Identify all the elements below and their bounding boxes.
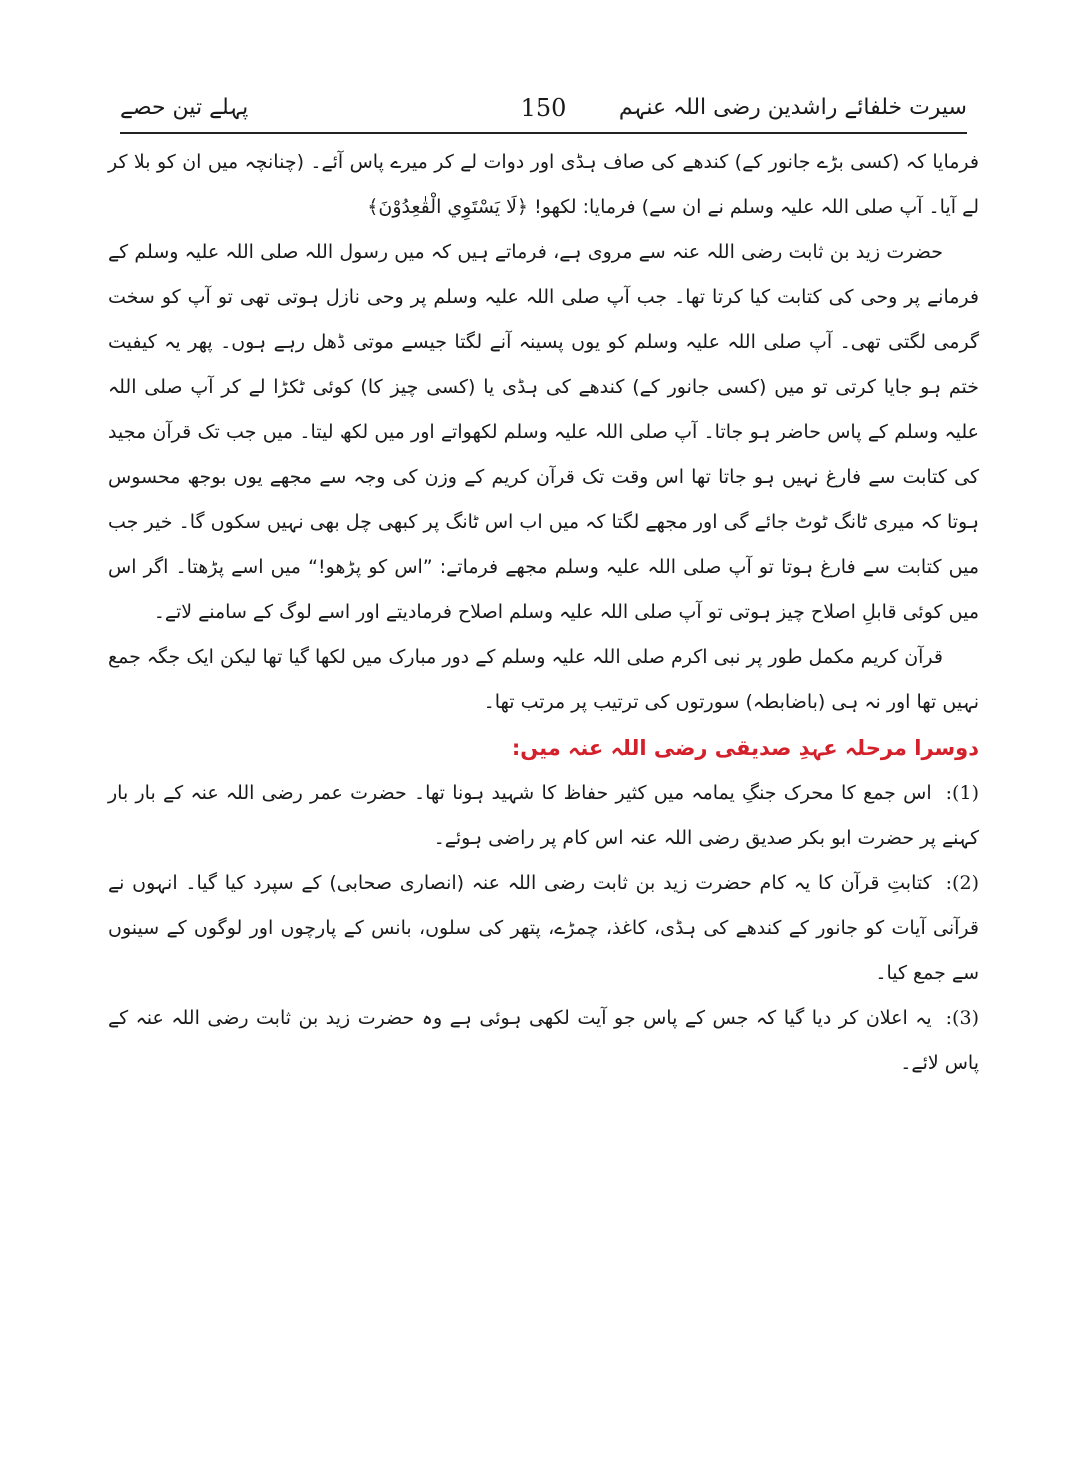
list-item-1 bbox=[108, 771, 979, 861]
book-title: سیرت خلفائے راشدین رضی اللہ عنہم bbox=[618, 95, 967, 120]
page-number: 150 bbox=[520, 94, 567, 122]
paragraph-3: قرآن کریم مکمل طور پر نبی اکرم صلی اللہ علیہ وسلم کے دور مبارک میں لکھا گیا تھا لیکن ایک جگہ جمع نہیں تھا اور نہ ہی (باضابطہ) سورتوں کی ترتیب پر مرتب تھا۔ bbox=[108, 646, 979, 713]
list-item-number: (2): bbox=[945, 872, 979, 894]
page-body bbox=[108, 140, 979, 1086]
list-item-number: (3): bbox=[945, 1007, 979, 1029]
page-header bbox=[120, 88, 967, 134]
list-item-text: کتابتِ قرآن کا یہ کام حضرت زید بن ثابت رضی اللہ عنہ (انصاری صحابی) کے سپرد کیا گیا۔ انہوں نے قرآنی آیات کو جانور کے کندھے کی ہڈی، کاغذ، چمڑے، پتھر کی سلوں، بانس کے پارچوں اور لوگوں کے سینوں سے جمع کیا۔ bbox=[108, 872, 979, 984]
paragraph-2: حضرت زید بن ثابت رضی اللہ عنہ سے مروی ہے، فرماتے ہیں کہ میں رسول اللہ صلی اللہ علیہ وسلم کے فرمانے پر وحی کی کتابت کیا کرتا تھا۔ جب آپ صلی اللہ علیہ وسلم پر وحی نازل ہوتی تھی تو آپ کو سخت گرمی لگتی تھی۔ آپ صلی اللہ علیہ وسلم کو یوں پسینہ آنے لگتا جیسے موتی ڈھل رہے ہوں۔ پھر یہ کیفیت ختم ہو جایا کرتی تو میں (کسی جانور کے) کندھے کی ہڈی یا (کسی چیز کا) کوئی ٹکڑا لے کر آپ صلی اللہ علیہ وسلم کے پاس حاضر ہو جاتا۔ آپ صلی اللہ علیہ وسلم لکھواتے اور میں لکھ لیتا۔ میں جب تک قرآن مجید کی کتابت سے فارغ نہیں ہو جاتا تھا اس وقت تک قرآن کریم کے وزن کی وجہ سے مجھے یوں بوجھ محسوس ہوتا کہ میری ٹانگ ٹوٹ جائے گی اور مجھے لگتا کہ میں اب اس ٹانگ پر کبھی چل بھی نہیں سکوں گا۔ خیر جب میں کتابت سے فارغ ہوتا تو آپ صلی اللہ علیہ وسلم مجھے فرماتے: ”اس کو پڑھو!“ میں اسے پڑھتا۔ اگر اس میں کوئی قابلِ اصلاح چیز ہوتی تو آپ صلی اللہ علیہ وسلم اصلاح فرمادیتے اور اسے لوگ کے سامنے لاتے۔ bbox=[108, 241, 979, 623]
list-item-3 bbox=[108, 996, 979, 1086]
paragraph-1: فرمایا کہ (کسی بڑے جانور کے) کندھے کی صاف ہڈی اور دوات لے کر میرے پاس آئے۔ (چنانچہ میں ان کو بلا کر لے آیا۔ آپ صلی اللہ علیہ وسلم نے ان سے) فرمایا: لکھو! ﴿لَا يَسْتَوِي الْقٰعِدُوْنَ﴾ bbox=[108, 151, 979, 218]
list-item-text: یہ اعلان کر دیا گیا کہ جس کے پاس جو آیت لکھی ہوئی ہے وہ حضرت زید بن ثابت رضی اللہ عنہ کے پاس لائے۔ bbox=[108, 1007, 979, 1074]
section-label: پہلے تین حصے bbox=[120, 95, 249, 120]
list-item-2 bbox=[108, 861, 979, 996]
list-item-number: (1): bbox=[945, 782, 979, 804]
section-heading: دوسرا مرحلہ عہدِ صدیقی رضی اللہ عنہ میں: bbox=[511, 736, 979, 760]
list-item-text: اس جمع کا محرک جنگِ یمامہ میں کثیر حفاظ کا شہید ہونا تھا۔ حضرت عمر رضی اللہ عنہ کے بار بار کہنے پر حضرت ابو بکر صدیق رضی اللہ عنہ اس کام پر راضی ہوئے۔ bbox=[108, 782, 979, 849]
